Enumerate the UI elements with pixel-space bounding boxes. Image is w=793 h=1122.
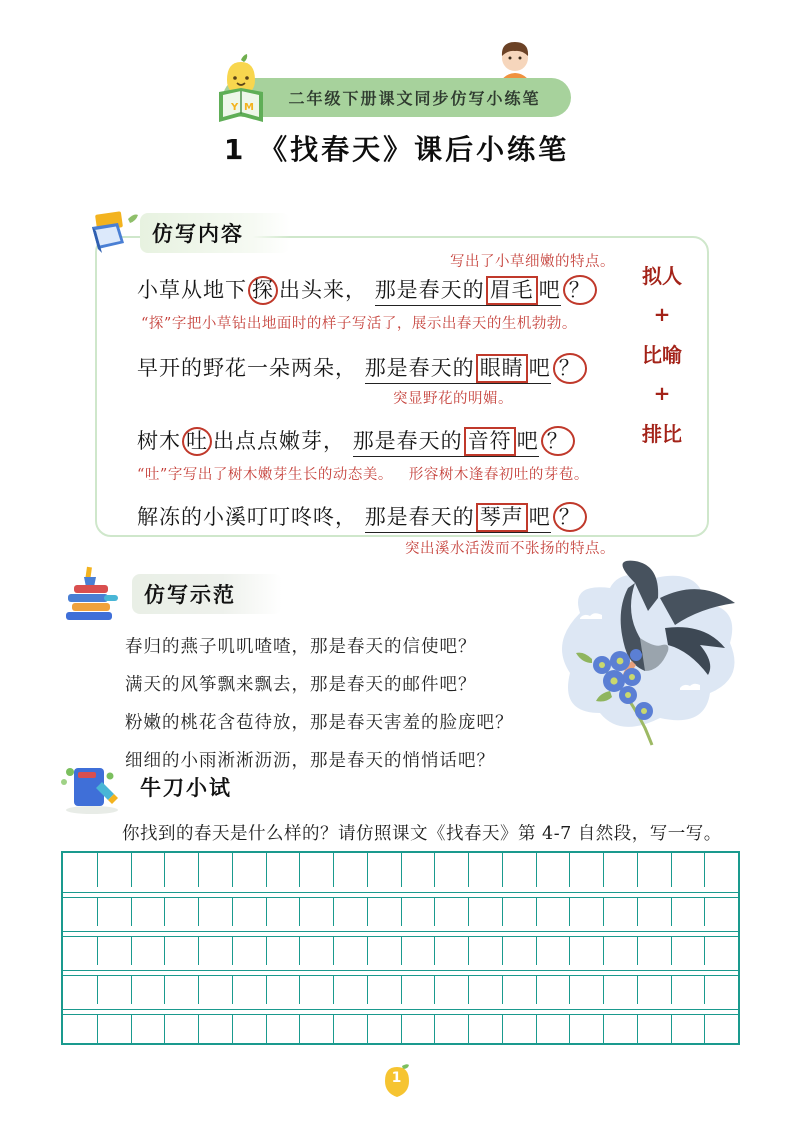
- writing-cell[interactable]: [502, 853, 536, 887]
- writing-cell[interactable]: [333, 853, 367, 887]
- writing-cell[interactable]: [367, 936, 401, 965]
- annotation: “探”字把小草钻出地面时的样子写活了，展示出春天的生机勃勃。: [141, 316, 577, 333]
- book-stack-icon: [58, 565, 132, 623]
- writing-cell[interactable]: [603, 936, 637, 965]
- writing-cell[interactable]: [367, 897, 401, 926]
- writing-cell[interactable]: [299, 1014, 333, 1043]
- annotation: 形容树木逢春初吐的芽苞。: [408, 466, 589, 483]
- writing-cell[interactable]: [637, 936, 671, 965]
- annotation: “吐”字写出了树木嫩芽生长的动态美。: [137, 466, 393, 483]
- writing-cell[interactable]: [671, 853, 705, 887]
- book-icon: [88, 209, 140, 257]
- writing-cell[interactable]: [704, 897, 738, 926]
- writing-cell[interactable]: [367, 853, 401, 887]
- technique-labels: [625, 260, 699, 447]
- boxed-word: 眉毛: [486, 276, 538, 305]
- writing-cell[interactable]: [299, 936, 333, 965]
- writing-cell[interactable]: [63, 975, 97, 1004]
- writing-cell[interactable]: [97, 853, 131, 887]
- annotation: 突出溪水活泼而不张扬的特点。: [405, 541, 615, 557]
- writing-cell[interactable]: [569, 853, 603, 887]
- writing-cell[interactable]: [536, 975, 570, 1004]
- circled-character: 吐: [182, 427, 212, 456]
- demo-sentence: 满天的风筝飘来飘去，那是春天的邮件吧？: [125, 675, 477, 695]
- writing-cell[interactable]: [131, 1014, 165, 1043]
- page-number-badge: [382, 1062, 412, 1098]
- writing-cell[interactable]: [266, 853, 300, 887]
- writing-cell[interactable]: [671, 1014, 705, 1043]
- technique-label: 排比: [642, 422, 682, 446]
- writing-cell[interactable]: [266, 975, 300, 1004]
- example-sentence: 早开的野花一朵两朵， 那是春天的 眼睛 吧 ？: [137, 352, 619, 383]
- writing-cell[interactable]: [536, 936, 570, 965]
- writing-cell[interactable]: [131, 897, 165, 926]
- technique-label: 拟人: [642, 264, 682, 288]
- writing-cell[interactable]: [603, 897, 637, 926]
- writing-cell[interactable]: [333, 936, 367, 965]
- writing-cell[interactable]: [299, 853, 333, 887]
- writing-cell[interactable]: [569, 936, 603, 965]
- pear-mascot-icon: [208, 54, 272, 128]
- writing-cell[interactable]: [704, 936, 738, 965]
- writing-cell[interactable]: [97, 897, 131, 926]
- writing-cell[interactable]: [502, 975, 536, 1004]
- boxed-word: 眼睛: [476, 354, 528, 383]
- writing-cell[interactable]: [401, 853, 435, 887]
- writing-cell[interactable]: [536, 853, 570, 887]
- section-label: 牛刀小试: [140, 776, 232, 800]
- writing-cell[interactable]: [671, 897, 705, 926]
- demo-sentence: 春归的燕子叽叽喳喳，那是春天的信使吧？: [125, 637, 477, 657]
- writing-cell[interactable]: [569, 1014, 603, 1043]
- writing-cell[interactable]: [131, 975, 165, 1004]
- circled-question-mark: ？: [563, 275, 597, 305]
- writing-grid-row: [63, 853, 738, 887]
- writing-cell[interactable]: [536, 897, 570, 926]
- notebook-pencil-icon: [58, 760, 128, 814]
- writing-cell[interactable]: [367, 975, 401, 1004]
- writing-grid-row: [63, 970, 738, 1004]
- writing-cell[interactable]: [232, 936, 266, 965]
- writing-cell[interactable]: [97, 936, 131, 965]
- writing-cell[interactable]: [232, 975, 266, 1004]
- demo-sentence: 粉嫩的桃花含苞待放，那是春天害羞的脸庞吧？: [125, 713, 514, 733]
- writing-cell[interactable]: [671, 936, 705, 965]
- writing-cell[interactable]: [232, 897, 266, 926]
- plus-sign: +: [653, 302, 671, 326]
- writing-cell[interactable]: [333, 897, 367, 926]
- writing-cell[interactable]: [299, 975, 333, 1004]
- plus-sign: +: [653, 381, 671, 405]
- writing-cell[interactable]: [468, 853, 502, 887]
- writing-cell[interactable]: [97, 1014, 131, 1043]
- writing-cell[interactable]: [63, 853, 97, 887]
- technique-label: 比喻: [642, 343, 682, 367]
- banner-title: 二年级下册课文同步仿写小练笔: [288, 89, 541, 108]
- writing-cell[interactable]: [198, 936, 232, 965]
- page-number: 1: [391, 1070, 402, 1086]
- annotation: 突显野花的明媚。: [393, 390, 513, 407]
- content-box: [95, 236, 709, 557]
- writing-cell[interactable]: [97, 975, 131, 1004]
- writing-cell[interactable]: [637, 1014, 671, 1043]
- writing-grid-row: [63, 892, 738, 926]
- writing-cell[interactable]: [198, 897, 232, 926]
- section-header-content: [88, 209, 290, 257]
- writing-cell[interactable]: [164, 897, 198, 926]
- section-label: 仿写内容: [140, 213, 290, 253]
- writing-cell[interactable]: [637, 853, 671, 887]
- writing-cell[interactable]: [704, 1014, 738, 1043]
- section-header-practice: [58, 760, 278, 814]
- writing-cell[interactable]: [198, 975, 232, 1004]
- section-label: 仿写示范: [132, 574, 282, 614]
- writing-cell[interactable]: [637, 897, 671, 926]
- writing-cell[interactable]: [401, 975, 435, 1004]
- writing-cell[interactable]: [468, 975, 502, 1004]
- section-header-demo: [58, 565, 282, 623]
- example-sentence: 小草从地下 探 出头来， 那是春天的 眉毛 吧 ？: [137, 274, 619, 305]
- writing-cell[interactable]: [468, 897, 502, 926]
- writing-cell[interactable]: [401, 897, 435, 926]
- practice-instruction: 你找到的春天是什么样的？请仿照课文《找春天》第 4-7 自然段，写一写。: [122, 824, 722, 844]
- writing-cell[interactable]: [637, 975, 671, 1004]
- writing-cell[interactable]: [63, 897, 97, 926]
- circled-question-mark: ？: [553, 502, 587, 532]
- writing-cell[interactable]: [704, 975, 738, 1004]
- writing-cell[interactable]: [266, 1014, 300, 1043]
- writing-cell[interactable]: [502, 936, 536, 965]
- writing-grid-row: [63, 1009, 738, 1043]
- writing-cell[interactable]: [603, 975, 637, 1004]
- writing-cell[interactable]: [164, 975, 198, 1004]
- writing-cell[interactable]: [131, 936, 165, 965]
- writing-cell[interactable]: [704, 853, 738, 887]
- page-title: 1 《找春天》课后小练笔: [223, 133, 570, 166]
- demo-sentence: 细细的小雨淅淅沥沥，那是春天的悄悄话吧？: [125, 751, 495, 771]
- header-banner-group: [222, 78, 570, 117]
- writing-grid: [61, 851, 740, 1045]
- svg-text:M: M: [243, 102, 254, 113]
- writing-cell[interactable]: [569, 897, 603, 926]
- boxed-word: 琴声: [476, 503, 528, 532]
- writing-cell[interactable]: [468, 936, 502, 965]
- circled-character: 探: [248, 276, 278, 305]
- circled-question-mark: ？: [541, 426, 575, 456]
- annotation: 写出了小草细嫩的特点。: [450, 254, 615, 270]
- writing-cell[interactable]: [434, 936, 468, 965]
- boxed-word: 音符: [464, 427, 516, 456]
- writing-cell[interactable]: [266, 897, 300, 926]
- writing-cell[interactable]: [434, 897, 468, 926]
- example-sentence: 解冻的小溪叮叮咚咚， 那是春天的 琴声 吧 ？: [137, 501, 619, 532]
- writing-cell[interactable]: [333, 1014, 367, 1043]
- writing-cell[interactable]: [367, 1014, 401, 1043]
- writing-cell[interactable]: [502, 897, 536, 926]
- writing-cell[interactable]: [569, 975, 603, 1004]
- writing-cell[interactable]: [434, 853, 468, 887]
- writing-cell[interactable]: [434, 1014, 468, 1043]
- writing-cell[interactable]: [198, 853, 232, 887]
- writing-cell[interactable]: [502, 1014, 536, 1043]
- writing-cell[interactable]: [401, 936, 435, 965]
- svg-text:Y: Y: [230, 102, 238, 113]
- writing-cell[interactable]: [299, 897, 333, 926]
- header-banner: [222, 78, 570, 117]
- swallow-illustration: [540, 553, 755, 753]
- writing-cell[interactable]: [63, 1014, 97, 1043]
- writing-cell[interactable]: [164, 936, 198, 965]
- writing-cell[interactable]: [164, 853, 198, 887]
- writing-cell[interactable]: [266, 936, 300, 965]
- writing-cell[interactable]: [671, 975, 705, 1004]
- writing-cell[interactable]: [232, 853, 266, 887]
- writing-cell[interactable]: [468, 1014, 502, 1043]
- circled-question-mark: ？: [553, 353, 587, 383]
- writing-cell[interactable]: [401, 1014, 435, 1043]
- writing-cell[interactable]: [164, 1014, 198, 1043]
- writing-cell[interactable]: [198, 1014, 232, 1043]
- writing-cell[interactable]: [131, 853, 165, 887]
- writing-cell[interactable]: [63, 936, 97, 965]
- writing-cell[interactable]: [603, 853, 637, 887]
- writing-grid-row: [63, 931, 738, 965]
- writing-cell[interactable]: [333, 975, 367, 1004]
- writing-cell[interactable]: [603, 1014, 637, 1043]
- example-sentence: 树木 吐 出点点嫩芽， 那是春天的 音符 吧 ？: [137, 425, 619, 456]
- writing-cell[interactable]: [536, 1014, 570, 1043]
- writing-cell[interactable]: [434, 975, 468, 1004]
- writing-cell[interactable]: [232, 1014, 266, 1043]
